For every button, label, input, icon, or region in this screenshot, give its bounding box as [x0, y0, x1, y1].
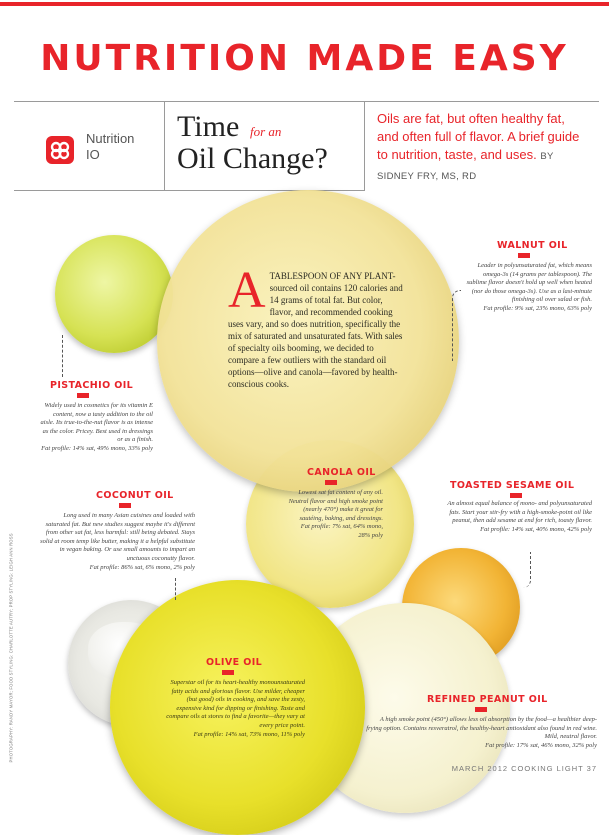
walnut-oil-bar — [518, 253, 530, 258]
photo-credit: PHOTOGRAPHY: RANDY MAYOR; FOOD STYLING: CHARLOTTE AUTRY; PROP STYLING: LEIGH ANN ROSS — [8, 533, 14, 763]
olive-oil-bar — [222, 670, 234, 675]
olive-oil-name: OLIVE OIL — [206, 657, 263, 668]
walnut-leader-line — [452, 290, 461, 361]
intro-body: TABLESPOON OF ANY PLANT-sourced oil contains 120 calories and 14 grams of total fat. But color, flavor, and recommended cooking uses vary, and so does nutrition, specifically the mix of saturated and unsaturated fats. With sales of specialty oils booming, we decided to compare a few outliers with the standard oil options—olive and canola—favored by health-conscious cooks. — [228, 271, 403, 389]
canola-oil-name: CANOLA OIL — [307, 467, 376, 478]
olive-oil-text — [160, 679, 305, 739]
toasted-sesame-leader-line — [520, 552, 531, 588]
column-label: Nutrition — [86, 131, 135, 146]
nutrition-10-icon — [46, 136, 74, 164]
toasted-sesame-oil-name: TOASTED SESAME OIL — [450, 480, 575, 491]
pistachio-oil-desc: Widely used in cosmetics for its vitamin E content, now a tasty addition to the oil aisle. Its true-to-the-nut flavor is as intense as the color. Pricey. Best used in dressings or as a finish. — [40, 402, 153, 444]
pistachio-oil-profile: Fat profile: 14% sat, 49% mono, 33% poly — [41, 444, 153, 452]
deck-text: Oils are fat, but often healthy fat, and often full of flavor. A brief guide to nutrition, taste, and uses. — [377, 111, 580, 162]
pistachio-oil-name: PISTACHIO OIL — [50, 380, 134, 391]
coconut-oil-profile: Fat profile: 86% sat, 6% mono, 2% poly — [89, 563, 195, 571]
pistachio-leader-line — [62, 335, 71, 377]
header-divider-2 — [364, 101, 365, 191]
coconut-oil-bar — [119, 503, 131, 508]
deck — [377, 110, 587, 186]
headline-time: Time — [177, 110, 240, 143]
coconut-oil-text — [40, 512, 195, 572]
canola-oil-text — [288, 489, 383, 541]
pistachio-oil-plate — [55, 235, 173, 353]
pistachio-oil-bar — [77, 393, 89, 398]
refined-peanut-oil-text — [365, 716, 597, 750]
coconut-leader-line — [175, 578, 181, 600]
coconut-oil-desc: Long used in many Asian cuisines and loaded with saturated fat. But new studies suggest maybe it's different from other sat fat, less harmful: still being debated. Stays solid at room temp like butter, making it a helpful substitute in vegan baking. Or use small amounts to impart an unctuous coconutty flavor. — [40, 512, 195, 562]
walnut-oil-desc: Leader in polyunsaturated fat, which means omega-3s (14 grams per tablespoon). The sublime flavor doesn't hold up well when heated (nor do those omega-3s). Use as a last-minute finishing oil over salad or fish. — [466, 262, 592, 304]
headline-for-an: for an — [250, 124, 282, 139]
coconut-oil-name: COCONUT OIL — [96, 490, 174, 501]
canola-oil-bar — [325, 480, 337, 485]
column-number: IO — [86, 147, 100, 162]
byline: BY SIDNEY FRY, MS, RD — [377, 151, 554, 182]
canola-oil-profile: Fat profile: 7% sat, 64% mono, 28% poly — [300, 523, 383, 539]
toasted-sesame-oil-bar — [510, 493, 522, 498]
header-rule-left — [14, 101, 364, 102]
page-title: NUTRITION MADE EASY — [40, 38, 569, 79]
toasted-sesame-oil-text — [442, 500, 592, 534]
walnut-oil-text — [462, 262, 592, 314]
intro-text — [228, 262, 406, 390]
refined-peanut-oil-profile: Fat profile: 17% sat, 46% mono, 32% poly — [485, 741, 597, 749]
refined-peanut-oil-name: REFINED PEANUT OIL — [427, 694, 548, 705]
toasted-sesame-oil-profile: Fat profile: 14% sat, 40% mono, 42% poly — [480, 525, 592, 533]
headline-oil-change: Oil Change? — [177, 142, 328, 175]
walnut-oil-name: WALNUT OIL — [497, 240, 568, 251]
olive-oil-profile: Fat profile: 14% sat, 73% mono, 11% poly — [193, 730, 305, 738]
folio: MARCH 2012 COOKING LIGHT 37 — [451, 764, 597, 773]
header-divider-1 — [164, 101, 165, 191]
header-rule-right — [364, 101, 599, 102]
refined-peanut-oil-desc: A high smoke point (450°) allows less oil absorption by the food—a healthier deep-frying option. Contains resveratrol, the healthy-heart antioxidant also found in red wine. Mild, neutral flavor. — [366, 716, 597, 741]
top-rule — [0, 2, 609, 6]
refined-peanut-oil-bar — [475, 707, 487, 712]
toasted-sesame-oil-desc: An almost equal balance of mono- and polyunsaturated fats. Start your stir-fry with a high-smoke-point oil like peanut, then add sesame at end for rich, toasty flavor. — [447, 500, 592, 525]
olive-oil-desc: Superstar oil for its heart-healthy monounsaturated fatty acids and glorious flavor. Use milder, cheaper (but good) oils in cooking, and save the zesty, expensive kind for dipping or finishing. Taste and compare oils at stores to find a favorite—they vary at every price point. — [166, 679, 305, 729]
dropcap: A — [228, 262, 266, 319]
walnut-oil-profile: Fat profile: 9% sat, 23% mono, 63% poly — [483, 304, 592, 312]
pistachio-oil-text — [38, 402, 153, 454]
canola-oil-desc: Lowest sat fat content of any oil. Neutral flavor and high smoke point (nearly 470°) make it great for sautéing, baking, and dressings. — [288, 489, 383, 522]
